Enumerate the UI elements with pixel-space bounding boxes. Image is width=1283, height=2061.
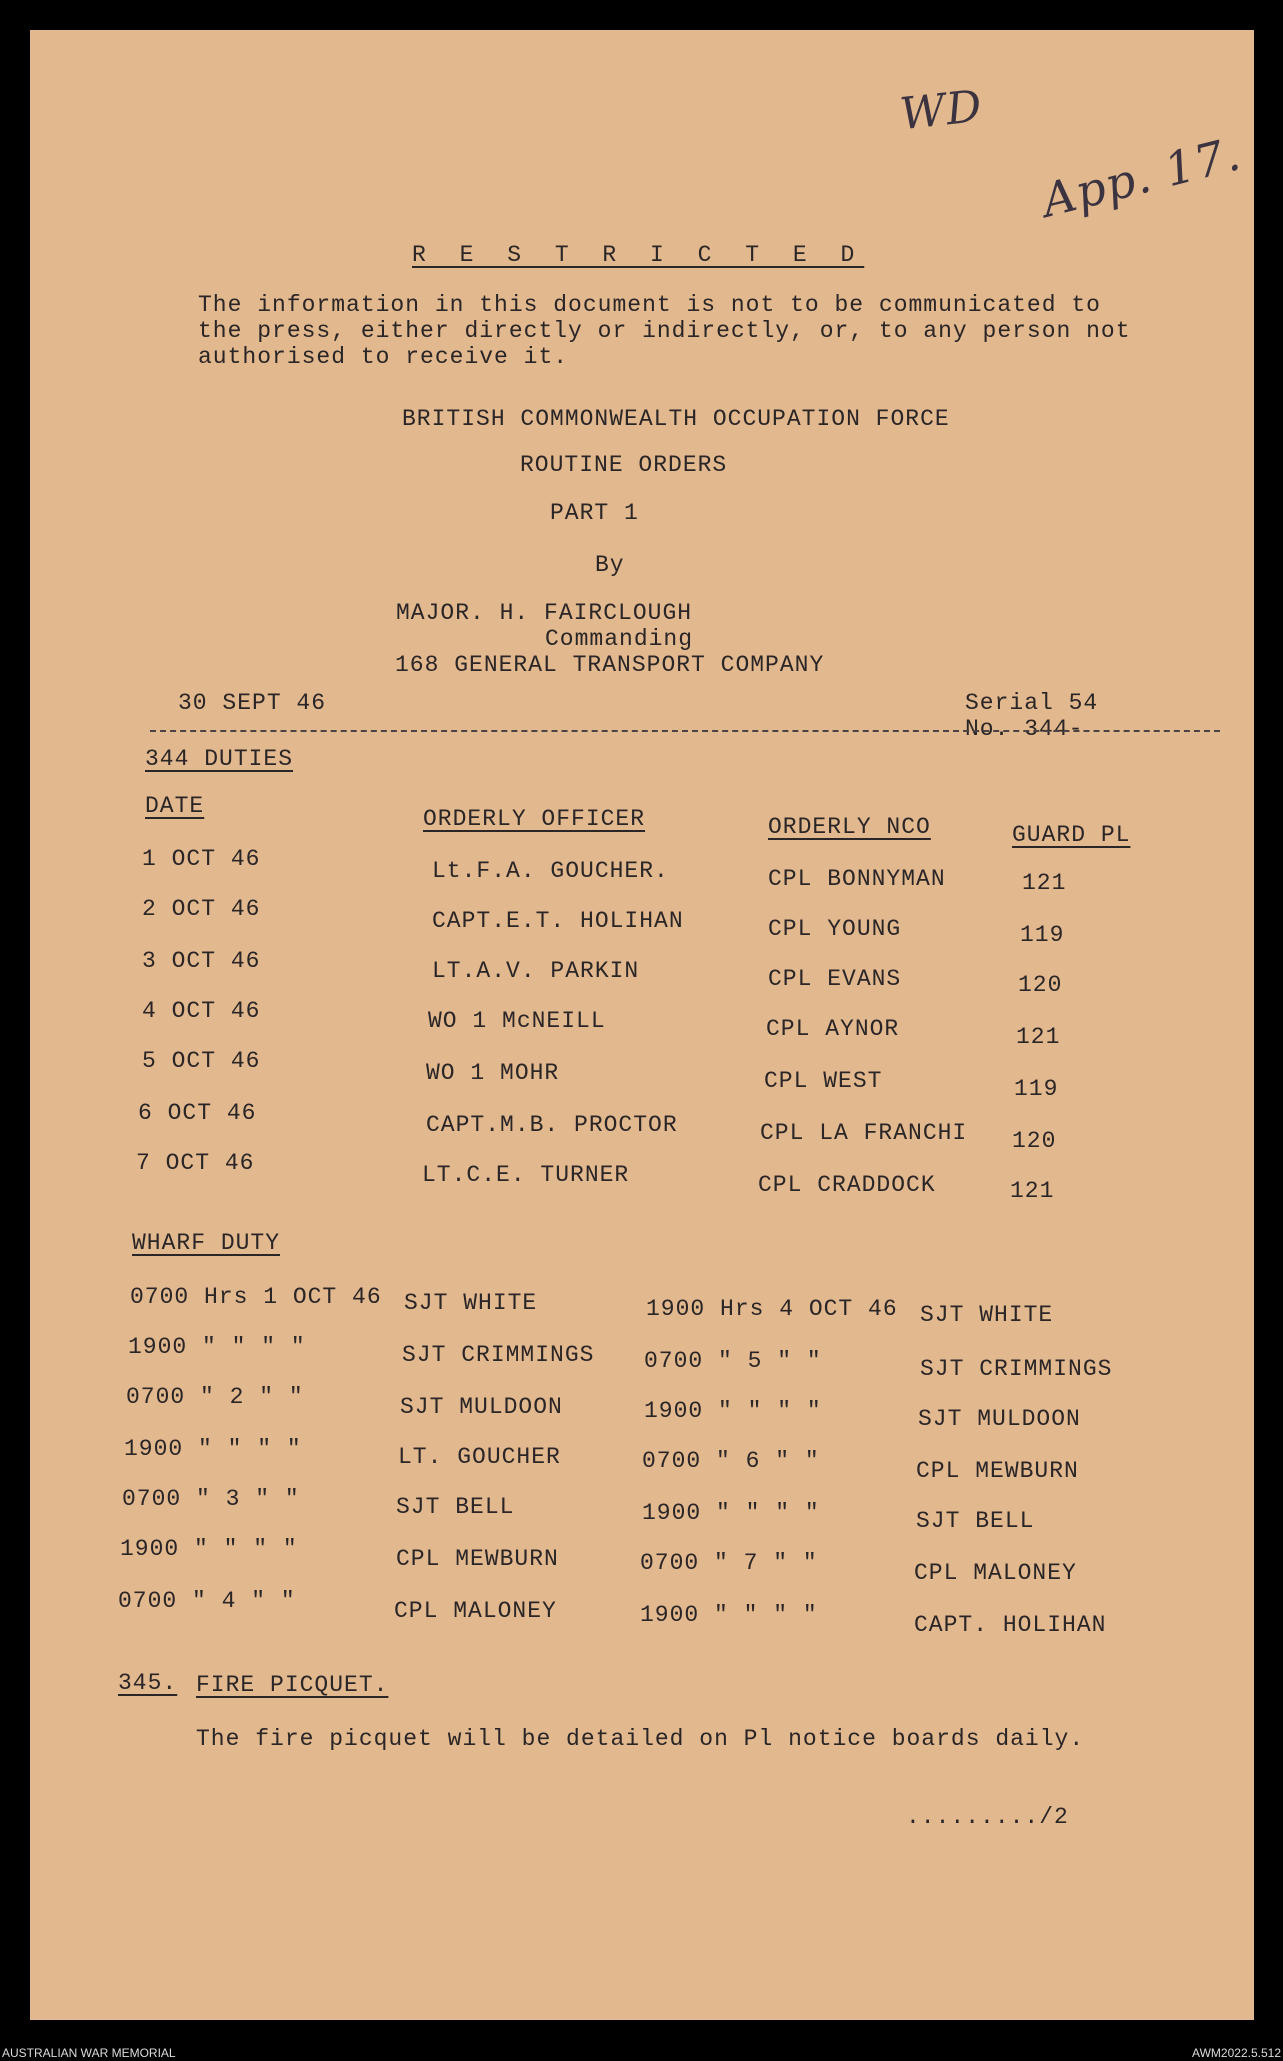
footer-right: AWM2022.5.512	[1192, 2046, 1281, 2060]
order-date: 30 SEPT 46	[178, 690, 327, 716]
continuation-mark: ........./2	[906, 1804, 1069, 1830]
fire-number: 345.	[118, 1670, 178, 1696]
footer-left: AUSTRALIAN WAR MEMORIAL	[2, 2046, 176, 2060]
fire-heading: FIRE PICQUET.	[196, 1672, 389, 1698]
commander: MAJOR. H. FAIRCLOUGH	[396, 600, 693, 626]
serial: Serial 54	[965, 690, 1099, 716]
document-page: WD App. 17. R E S T R I C T E D The information in this document is not to be communicated to the press, either directly or indirectly, or, to any person not authorised to receive it. BRITISH COMMONWEALTH OCCUPATION FORCE ROUTINE ORDERS PART 1 By MAJOR. H. FAIRCLOUGH Commanding 168 GENERAL TRANSPORT COMPANY 30 SEPT 46 Serial 54 No. 344- 344 DUTIES DATE ORDERLY OFFICER ORDERLY NCO GUARD PL 1 OCT 46 Lt.F.A. GOUCHER. CPL BONNYMAN 121 2 OCT 46 CAPT.E.T. HOLIHAN CPL YOUNG 119 3 OCT 46 LT.A.V. PARKIN CPL EVANS 120 4 OCT 46 WO 1 McNEILL CPL AYNOR 121 5 OCT 46 WO 1 MOHR CPL WEST 119 6 OCT 46 CAPT.M.B. PROCTOR CPL LA FRANCHI 120 7 OCT 46 LT.C.E. TURNER CPL CRADDOCK 121 WHARF DUTY 0700 Hrs 1 OCT 46 SJT WHITE 1900 " " " " SJT CRIMMINGS 0700 " 2 " " SJT MULDOON 1900 " " " " LT. GOUCHER 0700 " 3 " " SJT BELL 1900 " " " " CPL MEWBURN 0700 " 4 " " CPL MALONEY 1900 Hrs 4 OCT 46 SJT WHITE 0700 " 5 " " SJT CRIMMINGS 1900 " " " " SJT MULDOON 0700 " 6 " " CPL MEWBURN 1900 " " " " SJT BELL 0700 " 7 " " CPL MALONEY 1900 " " " " CAPT. HOLIHAN 345. FIRE PICQUET. The fire picquet will be detailed on Pl notice boards daily. ........./2	[30, 30, 1254, 2020]
duties-heading: 344 DUTIES	[145, 746, 294, 772]
notice-line-1: The information in this document is not to be communicated to	[198, 292, 1101, 318]
fire-text: The fire picquet will be detailed on Pl notice boards daily.	[196, 1726, 1085, 1752]
notice-line-3: authorised to receive it.	[198, 344, 569, 370]
by-line: By	[595, 552, 625, 578]
force-title: BRITISH COMMONWEALTH OCCUPATION FORCE	[402, 406, 950, 432]
commanding: Commanding	[545, 626, 694, 652]
handwritten-initials: WD	[897, 80, 985, 141]
handwritten-appendix: App. 17.	[1036, 126, 1247, 228]
col-orderly-officer: ORDERLY OFFICER	[423, 806, 646, 832]
part-title: PART 1	[550, 500, 639, 526]
col-orderly-nco: ORDERLY NCO	[768, 814, 931, 840]
restricted-heading: R E S T R I C T E D	[412, 242, 865, 268]
wharf-heading: WHARF DUTY	[132, 1230, 281, 1256]
separator-line	[150, 730, 1220, 732]
order-number: No. 344-	[965, 716, 1084, 742]
unit-name: 168 GENERAL TRANSPORT COMPANY	[395, 652, 825, 678]
notice-line-2: the press, either directly or indirectly, or, to any person not	[198, 318, 1131, 344]
orders-title: ROUTINE ORDERS	[520, 452, 728, 478]
col-date: DATE	[145, 793, 205, 819]
col-guard-pl: GUARD PL	[1012, 822, 1131, 848]
